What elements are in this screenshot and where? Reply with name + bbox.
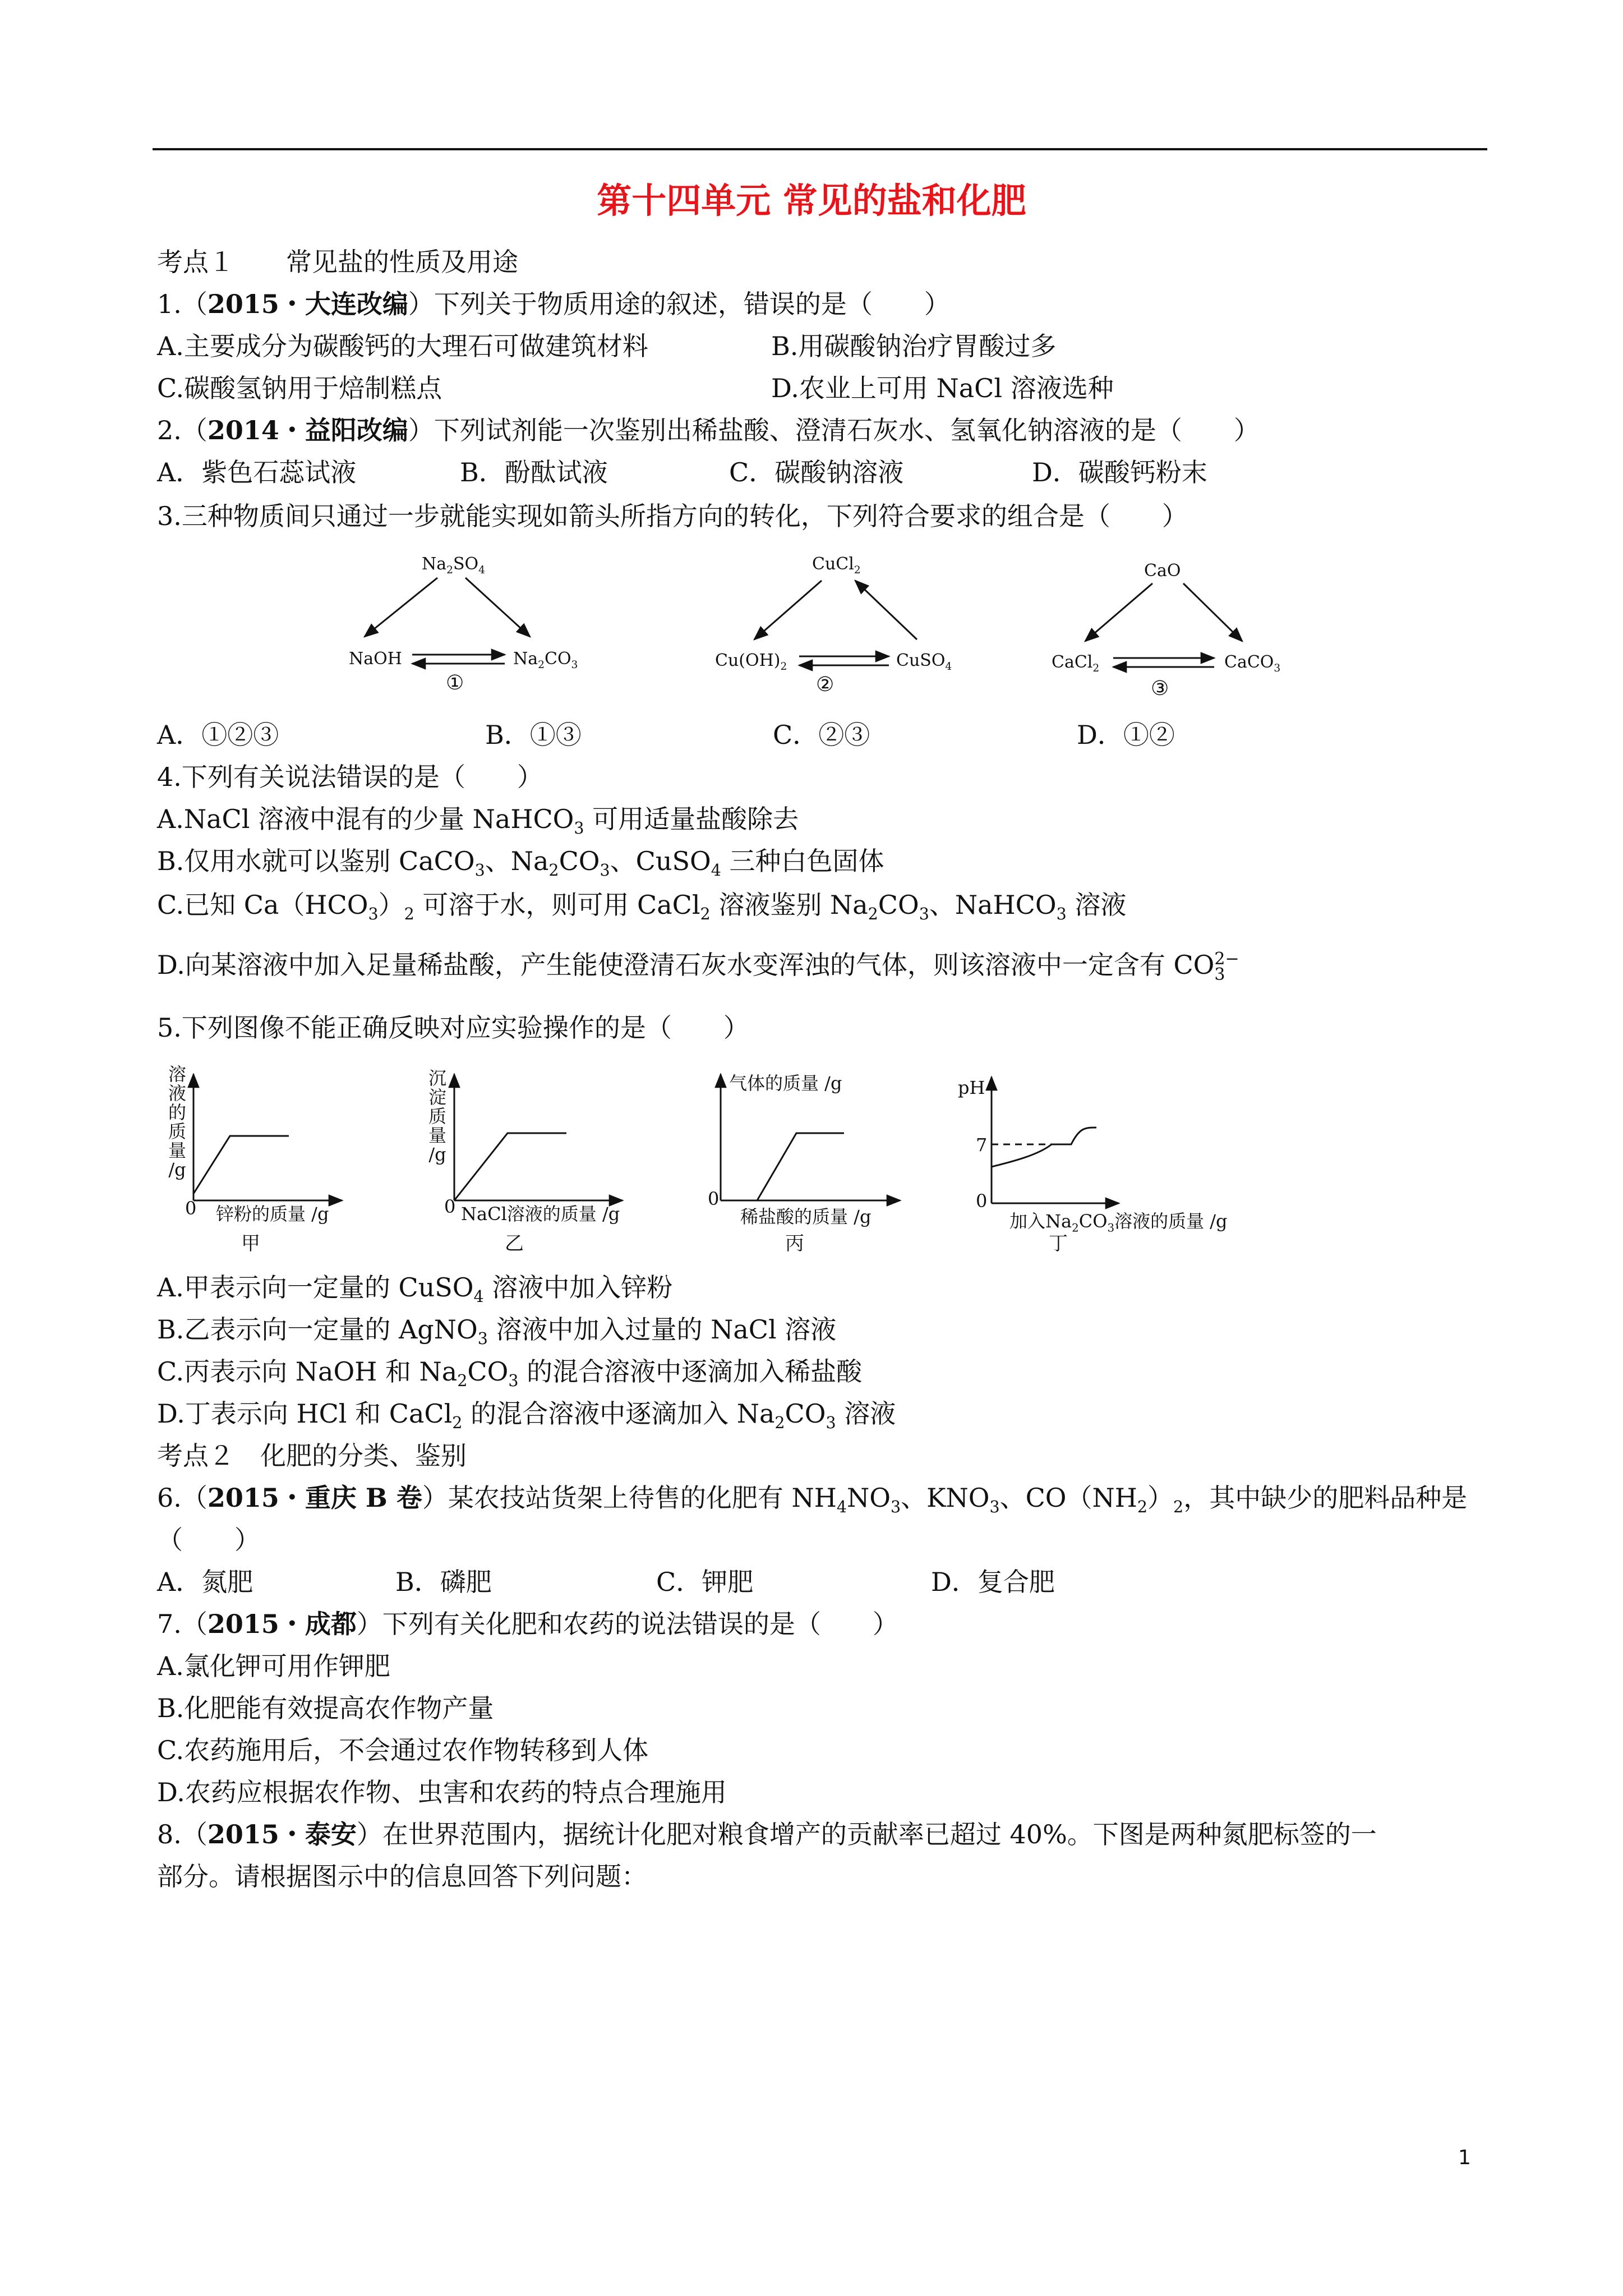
ylabel-char: 质	[428, 1106, 446, 1127]
graph-jia-xlabel: 锌粉的质量 /g	[216, 1203, 329, 1225]
diagram-2-right: CuSO$_4$	[896, 651, 952, 673]
ylabel-char: /g	[168, 1159, 186, 1180]
graph-jia-origin: 0	[185, 1198, 197, 1219]
option-c: C.农药施用后，不会通过农作物转移到人体	[157, 1735, 649, 1765]
option-c: C．钾肥	[656, 1567, 754, 1597]
question-1: 1.（2015・大连改编）下列关于物质用途的叙述，错误的是（ ）	[157, 289, 950, 319]
option-b: B．磷肥	[395, 1567, 492, 1597]
option-d: D.丁表示向 HCl 和 CaCl$_2$ 的混合溶液中逐滴加入 $Na_2CO_3$ 溶液	[157, 1398, 896, 1433]
option-d: D．复合肥	[931, 1567, 1055, 1597]
diagram-1-right: $Na_2CO_3$	[513, 649, 578, 671]
graph-yi-xlabel: NaCl溶液的质量 /g	[461, 1203, 620, 1225]
graph-ding-xlabel: 加入$Na_2CO_3$溶液的质量 /g	[1009, 1211, 1228, 1235]
graph-yi-ylabel	[425, 1069, 450, 1164]
option-b: B.化肥能有效提高农作物产量	[157, 1693, 494, 1723]
diagram-3-right: CaCO$_3$	[1224, 652, 1281, 674]
option-d: D.农业上可用 NaCl 溶液选种	[771, 373, 1114, 403]
question-2: 2.（2014・益阳改编）下列试剂能一次鉴别出稀盐酸、澄清石灰水、氢氧化钠溶液的是（ ）	[157, 415, 1260, 445]
option-d: D．碳酸钙粉末	[1032, 457, 1207, 487]
diagram-2-label: ②	[816, 673, 834, 696]
option-c: C.碳酸氢钠用于焙制糕点	[157, 373, 442, 403]
question-3: 3.三种物质间只通过一步就能实现如箭头所指方向的转化，下列符合要求的组合是（ ）	[157, 501, 1188, 531]
ylabel-char: 淀	[428, 1087, 446, 1108]
section-heading-2: 考点２ 化肥的分类、鉴别	[157, 1441, 467, 1471]
question-8-continued: 部分。请根据图示中的信息回答下列问题：	[157, 1861, 647, 1892]
graph-bing-origin: 0	[708, 1188, 720, 1209]
question-source: 2015・泰安	[207, 1819, 357, 1849]
page-title: 第十四单元 常见的盐和化肥	[597, 180, 1026, 221]
ylabel-char: 溶	[168, 1064, 186, 1085]
graph-ding-tick: 7	[976, 1134, 988, 1156]
diagram-3-left: CaCl$_2$	[1052, 652, 1100, 674]
question-6-continued: （ ）	[157, 1525, 260, 1555]
option-b: B．酚酞试液	[460, 457, 608, 487]
graph-bing-ylabel: 气体的质量 /g	[729, 1073, 842, 1094]
graph-jia	[193, 1074, 342, 1200]
option-b: B.用碳酸钠治疗胃酸过多	[771, 331, 1057, 361]
option-a: A.NaCl 溶液中混有的少量 NaHCO$_3$ 可用适量盐酸除去	[157, 804, 799, 838]
diagram-1-left: NaOH	[349, 649, 402, 669]
option-a: A.氯化钾可用作钾肥	[157, 1651, 390, 1681]
option-b: B.乙表示向一定量的 AgNO$_3$ 溶液中加入过量的 NaCl 溶液	[157, 1314, 837, 1349]
option-c: C.已知 $Ca(HCO_3)_2$ 可溶于水，则可用 CaCl$_2$ 溶液鉴别 $Na_2CO_3$、NaHCO$_3$ 溶液	[157, 890, 1127, 924]
diagram-3-label: ③	[1151, 677, 1169, 700]
ylabel-char: /g	[428, 1144, 446, 1165]
graph-bing-name: 丙	[785, 1232, 804, 1255]
page-number: 1	[1458, 2146, 1471, 2169]
ylabel-char: 质	[168, 1121, 186, 1142]
ylabel-char: 量	[428, 1125, 446, 1146]
graph-jia-name: 甲	[241, 1232, 260, 1255]
option-a: A．氮肥	[157, 1567, 253, 1597]
graph-yi-origin: 0	[444, 1196, 456, 1217]
option-d: D.向某溶液中加入足量稀盐酸，产生能使澄清石灰水变浑浊的气体，则该溶液中一定含有 CO 2− 3	[157, 949, 1239, 984]
option-c: C．碳酸钠溶液	[729, 457, 904, 487]
ylabel-char: 的	[168, 1102, 186, 1123]
diagram-2-top: CuCl$_2$	[812, 554, 861, 576]
graph-bing-xlabel: 稀盐酸的质量 /g	[740, 1206, 872, 1227]
diagram-1-top: $Na_2SO_4$	[422, 554, 485, 576]
graph-ding-name: 丁	[1049, 1232, 1068, 1255]
graph-ding-origin: 0	[976, 1190, 988, 1212]
ylabel-char: 量	[168, 1140, 186, 1161]
option-c: C.丙表示向 NaOH 和 $Na_2CO_3$ 的混合溶液中逐滴加入稀盐酸	[157, 1356, 863, 1391]
option-a: A．紫色石蕊试液	[157, 457, 357, 487]
section-heading-1: 考点１ 常见盐的性质及用途	[157, 247, 518, 277]
question-6: 6.（2015・重庆 B 卷）某农技站货架上待售的化肥有 $NH_4NO_3$、$KNO_3$、$CO(NH_2)_2$，其中缺少的肥料品种是	[157, 1483, 1468, 1517]
ylabel-char: 沉	[428, 1068, 446, 1089]
question-7: 7.（2015・成都）下列有关化肥和农药的说法错误的是（ ）	[157, 1609, 898, 1639]
option-d: D.农药应根据农作物、虫害和农药的特点合理施用	[157, 1777, 727, 1807]
question-8: 8.（2015・泰安）在世界范围内，据统计化肥对粮食增产的贡献率已超过 40%。下图是两种氮肥标签的一	[157, 1819, 1377, 1849]
question-source: 2014・益阳改编	[207, 415, 408, 445]
question-source: 2015・重庆 B 卷	[207, 1483, 422, 1513]
option-b: B．①③	[485, 720, 582, 750]
option-a: A.主要成分为碳酸钙的大理石可做建筑材料	[157, 331, 648, 361]
diagram-1-label: ①	[446, 671, 464, 694]
diagram-2-left: $Cu(OH)_2$	[715, 651, 787, 673]
ylabel-char: 液	[168, 1083, 186, 1104]
option-a: A．①②③	[157, 720, 279, 750]
option-a: A.甲表示向一定量的 CuSO$_4$ 溶液中加入锌粉	[157, 1272, 673, 1306]
option-d: D．①②	[1077, 720, 1175, 750]
graph-yi-name: 乙	[505, 1232, 524, 1255]
option-b: B.仅用水就可以鉴别 CaCO$_3$、$Na_2CO_3$、CuSO$_4$ 三种白色固体	[157, 846, 884, 880]
diagram-3-arrows	[1085, 583, 1242, 667]
question-5: 5.下列图像不能正确反映对应实验操作的是（ ）	[157, 1013, 749, 1043]
option-c: C．②③	[773, 720, 870, 750]
diagram-3-top: CaO	[1144, 561, 1181, 581]
question-4: 4.下列有关说法错误的是（ ）	[157, 762, 543, 792]
question-source: 2015・大连改编	[207, 289, 408, 319]
graph-ding-ylabel: pH	[958, 1077, 985, 1098]
question-source: 2015・成都	[207, 1609, 357, 1639]
graph-ding	[992, 1077, 1119, 1203]
graph-jia-ylabel	[166, 1065, 188, 1179]
graph-yi	[454, 1074, 623, 1200]
